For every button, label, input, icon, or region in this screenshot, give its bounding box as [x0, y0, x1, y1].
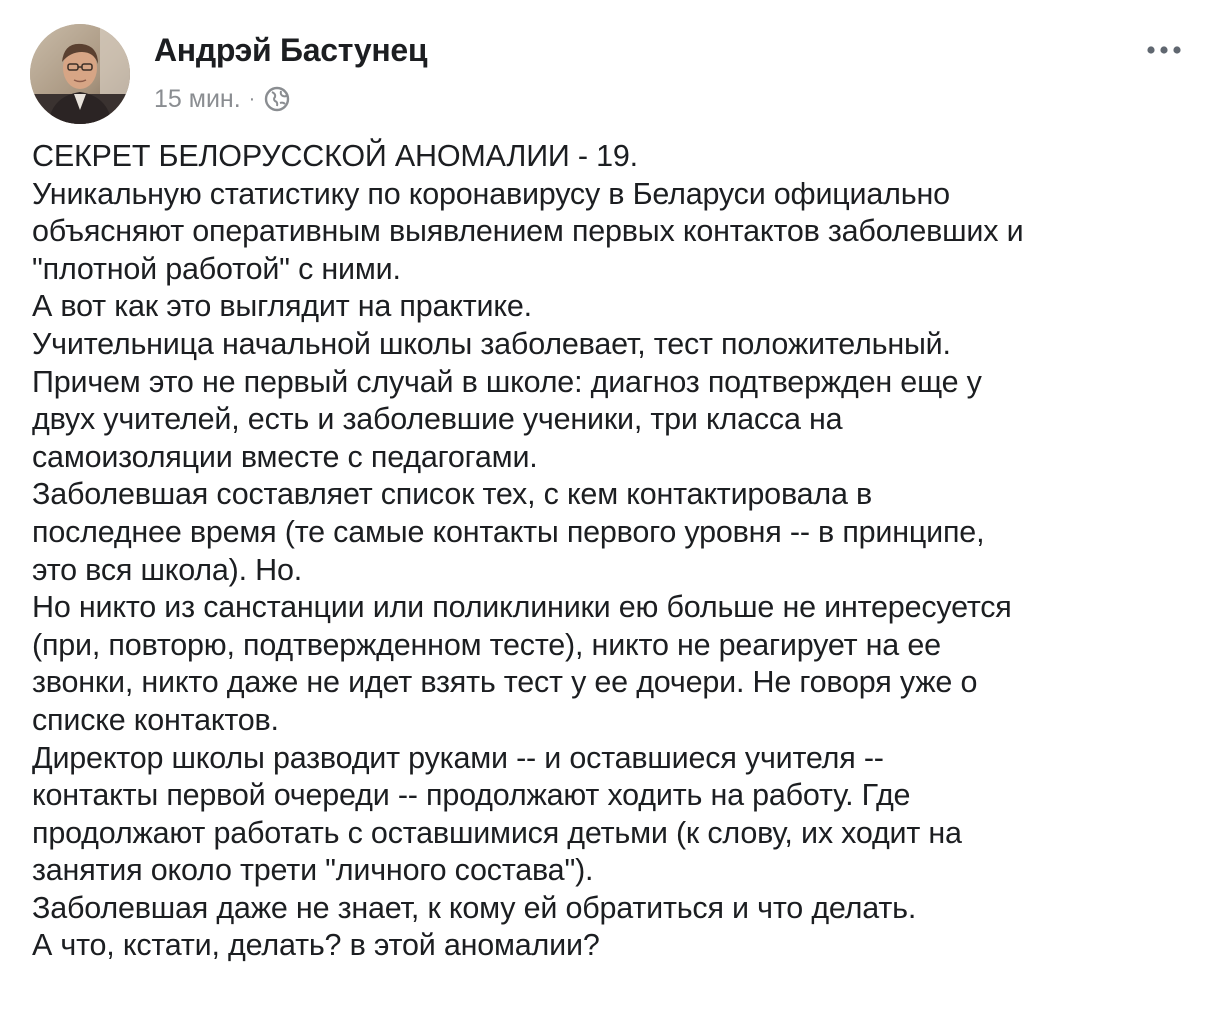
post-text-line: звонки, никто даже не идет взять тест у ее дочери. Не говоря уже о: [32, 665, 978, 700]
post-text-line: это вся школа). Но.: [32, 552, 303, 587]
post-text-line: занятия около трети "личного состава").: [32, 853, 594, 888]
post-text-line: А вот как это выглядит на практике.: [32, 289, 532, 324]
post-text-line: А что, кстати, делать? в этой аномалии?: [32, 928, 600, 963]
post-text-line: последнее время (те самые контакты первого уровня -- в принципе,: [32, 514, 985, 549]
post-text-line: Директор школы разводит руками -- и оставшиеся учителя --: [32, 740, 884, 775]
post-text-line: (при, повторю, подтвержденном тесте), никто не реагирует на ее: [32, 627, 941, 662]
meta-separator: ·: [248, 87, 256, 110]
post-text-line: Заболевшая даже не знает, к кому ей обратиться и что делать.: [32, 890, 917, 925]
post-text-line: двух учителей, есть и заболевшие ученики, три класса на: [32, 402, 843, 437]
post-meta: [154, 84, 291, 114]
author-name[interactable]: Андрэй Бастунец: [154, 32, 428, 68]
post-text-line: контакты первой очереди -- продолжают ходить на работу. Где: [32, 778, 911, 813]
post-text-line: Уникальную статистику по коронавирусу в Беларуси официально: [32, 176, 950, 211]
post-text-line: объясняют оперативным выявлением первых контактов заболевших и: [32, 214, 1024, 249]
globe-icon[interactable]: [263, 85, 291, 113]
post-text-line: продолжают работать с оставшимися детьми (к слову, их ходит на: [32, 815, 962, 850]
avatar[interactable]: [30, 24, 130, 124]
post-text-line: Причем это не первый случай в школе: диагноз подтвержден еще у: [32, 364, 982, 399]
post-text-line: Учительница начальной школы заболевает, тест положительный.: [32, 326, 951, 361]
more-options-icon: [1146, 45, 1182, 55]
post-text-line: списке контактов.: [32, 702, 279, 737]
post-text-line: самоизоляции вместе с педагогами.: [32, 439, 538, 474]
post-text: [32, 138, 1192, 965]
avatar-photo: [30, 24, 130, 124]
post-text-line: Но никто из санстанции или поликлиники ею больше не интересуется: [32, 590, 1012, 625]
post-text-line: "плотной работой" с ними.: [32, 251, 401, 286]
post-text-line: СЕКРЕТ БЕЛОРУССКОЙ АНОМАЛИИ - 19.: [32, 139, 638, 173]
post-text-line: Заболевшая составляет список тех, с кем контактировала в: [32, 477, 873, 512]
post-timestamp[interactable]: 15 мин.: [154, 84, 241, 113]
more-options-button[interactable]: [1142, 34, 1186, 66]
